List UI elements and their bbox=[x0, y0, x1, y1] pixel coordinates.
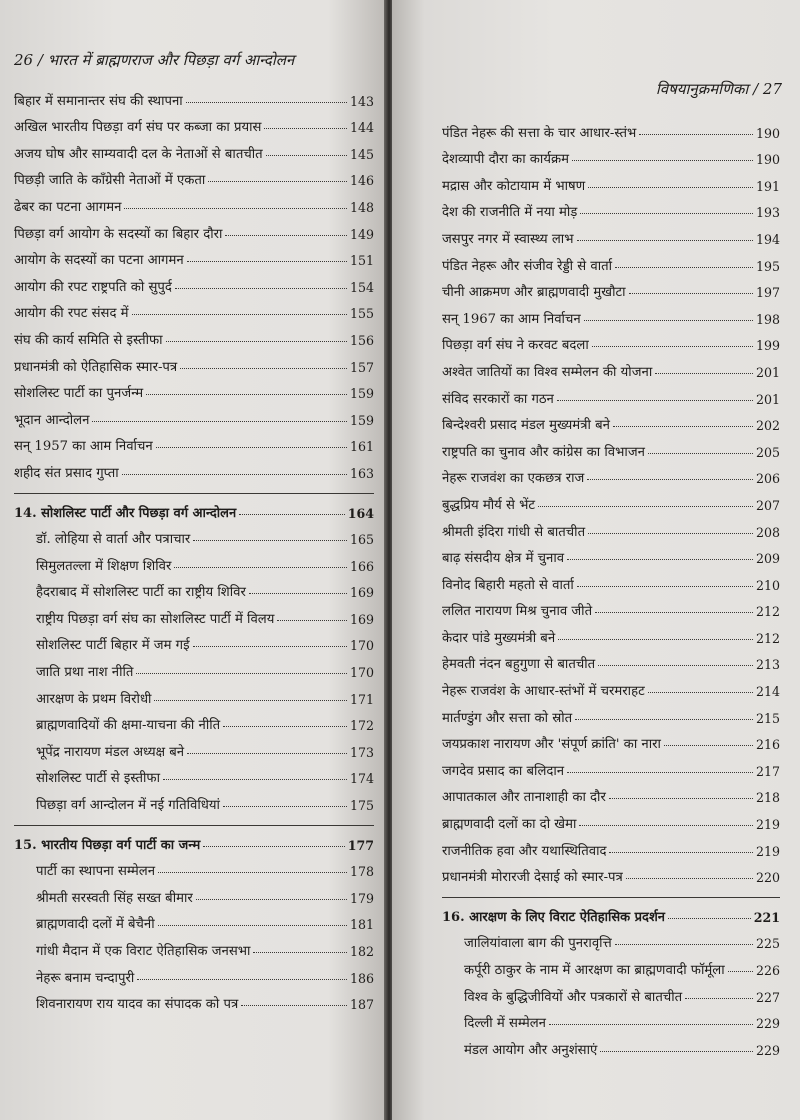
dot-leader bbox=[166, 341, 347, 342]
dot-leader bbox=[557, 400, 753, 401]
entry-page: 201 bbox=[755, 364, 780, 380]
entry-page: 217 bbox=[755, 763, 780, 779]
dot-leader bbox=[180, 368, 347, 369]
entry-page: 197 bbox=[755, 285, 780, 301]
entry-title: श्रीमती सरस्वती सिंह सख्त बीमार bbox=[36, 890, 193, 906]
entry-page: 145 bbox=[349, 146, 374, 162]
dot-leader bbox=[146, 394, 347, 395]
entry-page: 219 bbox=[755, 843, 780, 859]
entry-title: प्रधानमंत्री मोरारजी देसाई को स्मार-पत्र bbox=[442, 870, 623, 886]
entry-title: अश्वेत जातियों का विश्व सम्मेलन की योजना bbox=[442, 364, 653, 380]
entry-page: 205 bbox=[755, 444, 780, 460]
dot-leader bbox=[655, 373, 753, 374]
entry-title: शिवनारायण राय यादव का संपादक को पत्र bbox=[36, 997, 239, 1013]
dot-leader bbox=[579, 825, 753, 826]
dot-leader bbox=[567, 559, 753, 560]
entry-title: संघ की कार्य समिति से इस्तीफा bbox=[14, 332, 163, 348]
entry-title: राजनीतिक हवा और यथास्थितिवाद bbox=[442, 843, 607, 859]
toc-entry[interactable] bbox=[14, 906, 374, 933]
entry-page: 166 bbox=[349, 558, 374, 574]
entry-page: 229 bbox=[755, 1042, 780, 1058]
toc-entry[interactable] bbox=[442, 460, 780, 487]
dot-leader bbox=[558, 639, 753, 640]
dot-leader bbox=[122, 474, 347, 475]
toc-entry[interactable] bbox=[14, 295, 374, 322]
toc-entry[interactable] bbox=[14, 268, 374, 295]
toc-entry[interactable] bbox=[442, 1031, 780, 1058]
entry-title: पार्टी का स्थापना सम्मेलन bbox=[36, 864, 156, 880]
toc-entry[interactable] bbox=[14, 242, 374, 269]
entry-page: 219 bbox=[755, 817, 780, 833]
entry-title: प्रधानमंत्री को ऐतिहासिक स्मार-पत्र bbox=[14, 359, 178, 375]
dot-leader bbox=[609, 798, 753, 799]
dot-leader bbox=[668, 918, 751, 919]
toc-entry[interactable] bbox=[442, 951, 780, 978]
entry-page: 225 bbox=[755, 936, 780, 952]
entry-page: 214 bbox=[755, 684, 780, 700]
entry-page: 159 bbox=[349, 412, 374, 428]
entry-title: आपातकाल और तानाशाही का दौर bbox=[442, 790, 606, 806]
dot-leader bbox=[223, 806, 347, 807]
dot-leader bbox=[615, 944, 753, 945]
dot-leader bbox=[685, 998, 753, 999]
entry-title: जयप्रकाश नारायण और 'संपूर्ण क्रांति' का नारा bbox=[442, 737, 661, 753]
entry-title: सन् 1967 का आम निर्वाचन bbox=[442, 311, 581, 327]
toc-entry[interactable] bbox=[442, 646, 780, 673]
entry-page: 170 bbox=[349, 638, 374, 654]
entry-title: गांधी मैदान में एक विराट ऐतिहासिक जनसभा bbox=[36, 944, 251, 959]
entry-page: 191 bbox=[755, 178, 780, 194]
toc-entry[interactable] bbox=[442, 220, 780, 247]
dot-leader bbox=[203, 846, 344, 847]
chapter-page: 221 bbox=[753, 909, 780, 925]
dot-leader bbox=[156, 447, 347, 448]
dot-leader bbox=[193, 646, 347, 647]
dot-leader bbox=[136, 673, 347, 674]
entry-page: 144 bbox=[349, 120, 374, 136]
entry-page: 169 bbox=[349, 611, 374, 627]
toc-group-b bbox=[14, 521, 374, 814]
dot-leader bbox=[187, 261, 347, 262]
entry-title: जालियांवाला बाग की पुनरावृत्ति bbox=[464, 936, 612, 952]
entry-title: नेहरू बनाम चन्दापुरी bbox=[36, 970, 135, 986]
toc-entry[interactable] bbox=[442, 859, 780, 886]
entry-title: देशव्यापी दौरा का कार्यक्रम bbox=[442, 152, 570, 168]
entry-page: 193 bbox=[755, 205, 780, 221]
entry-page: 175 bbox=[349, 798, 374, 814]
dot-leader bbox=[277, 620, 347, 621]
entry-title: सोशलिस्ट पार्टी बिहार में जम गई bbox=[36, 638, 190, 654]
toc-group-b bbox=[442, 925, 780, 1058]
entry-title: चीनी आक्रमण और ब्राह्मणवादी मुखौटा bbox=[442, 285, 626, 301]
toc-group-a bbox=[14, 82, 374, 481]
dot-leader bbox=[572, 160, 753, 161]
toc-entry[interactable] bbox=[14, 188, 374, 215]
toc-entry[interactable] bbox=[442, 353, 780, 380]
right-running-header: विषयानुक्रमणिका / 27 bbox=[655, 80, 782, 98]
dot-leader bbox=[158, 872, 347, 873]
entry-page: 146 bbox=[349, 173, 374, 189]
entry-page: 207 bbox=[755, 497, 780, 513]
entry-title: आयोग की रपट राष्ट्रपति को सुपुर्द bbox=[14, 279, 172, 295]
entry-title: विश्व के बुद्धिजीवियों और पत्रकारों से बातचीत bbox=[464, 989, 683, 1005]
entry-page: 154 bbox=[349, 279, 374, 295]
dot-leader bbox=[592, 346, 753, 347]
entry-title: सोशलिस्ट पार्टी से इस्तीफा bbox=[36, 771, 161, 787]
toc-entry[interactable] bbox=[14, 401, 374, 428]
dot-leader bbox=[648, 692, 753, 693]
entry-page: 202 bbox=[755, 418, 780, 434]
entry-title: हेमवती नंदन बहुगुणा से बातचीत bbox=[442, 657, 596, 673]
entry-page: 195 bbox=[755, 258, 780, 274]
dot-leader bbox=[158, 925, 347, 926]
entry-title: आरक्षण के प्रथम विरोधी bbox=[36, 691, 152, 707]
entry-title: बाढ़ संसदीय क्षेत्र में चुनाव bbox=[442, 551, 565, 567]
dot-leader bbox=[225, 235, 346, 236]
dot-leader bbox=[264, 128, 346, 129]
entry-title: हैदराबाद में सोशलिस्ट पार्टी का राष्ट्रीय शिविर bbox=[36, 585, 246, 601]
entry-title: नेहरू राजवंश का एकछत्र राज bbox=[442, 471, 585, 487]
dot-leader bbox=[664, 745, 753, 746]
dot-leader bbox=[584, 320, 753, 321]
entry-title: सन् 1957 का आम निर्वाचन bbox=[14, 439, 153, 455]
dot-leader bbox=[154, 700, 346, 701]
entry-page: 156 bbox=[349, 332, 374, 348]
toc-entry[interactable] bbox=[442, 752, 780, 779]
left-running-header: 26 / भारत में ब्राह्मणराज और पिछड़ा वर्ग आन्दोलन bbox=[14, 51, 295, 69]
dot-leader bbox=[92, 421, 347, 422]
entry-page: 194 bbox=[755, 231, 780, 247]
dot-leader bbox=[577, 240, 753, 241]
entry-page: 206 bbox=[755, 471, 780, 487]
entry-title: सोशलिस्ट पार्टी का पुनर्जन्म bbox=[14, 386, 144, 402]
entry-title: श्रीमती इंदिरा गांधी से बातचीत bbox=[442, 524, 586, 540]
dot-leader bbox=[626, 878, 753, 879]
dot-leader bbox=[223, 726, 347, 727]
entry-page: 163 bbox=[349, 465, 374, 481]
entry-title: मंडल आयोग और अनुशंसाएं bbox=[464, 1042, 598, 1058]
dot-leader bbox=[137, 979, 347, 980]
entry-title: जगदेव प्रसाद का बलिदान bbox=[442, 763, 565, 779]
entry-title: ब्राह्मणवादी दलों का दो खेमा bbox=[442, 817, 577, 833]
dot-leader bbox=[163, 779, 347, 780]
dot-leader bbox=[629, 293, 753, 294]
chapter-title: 16. आरक्षण के लिए विराट ऐतिहासिक प्रदर्शन bbox=[442, 909, 666, 925]
toc-entry[interactable] bbox=[442, 274, 780, 301]
entry-title: केदार पांडे मुख्यमंत्री बने bbox=[442, 630, 556, 646]
toc-entry[interactable] bbox=[14, 653, 374, 680]
toc-entry[interactable] bbox=[14, 707, 374, 734]
dot-leader bbox=[588, 533, 753, 534]
toc-entry[interactable] bbox=[442, 593, 780, 620]
entry-page: 182 bbox=[349, 944, 374, 959]
entry-title: पिछड़ा वर्ग संघ ने करवट बदला bbox=[442, 338, 589, 354]
toc-entry[interactable] bbox=[442, 978, 780, 1005]
entry-title: पंडित नेहरू और संजीव रेड्डी से वार्ता bbox=[442, 258, 613, 274]
entry-title: विनोद बिहारी महतो से वार्ता bbox=[442, 577, 574, 593]
entry-page: 171 bbox=[349, 691, 374, 707]
dot-leader bbox=[587, 479, 753, 480]
entry-page: 198 bbox=[755, 311, 780, 327]
dot-leader bbox=[538, 506, 753, 507]
dot-leader bbox=[577, 586, 753, 587]
entry-title: जाति प्रथा नाश नीति bbox=[36, 665, 134, 681]
entry-title: ब्राह्मणवादी दलों में बेचैनी bbox=[36, 917, 155, 933]
entry-title: नेहरू राजवंश के आधार-स्तंभों में चरमराहट bbox=[442, 684, 645, 700]
entry-title: शहीद संत प्रसाद गुप्ता bbox=[14, 465, 119, 481]
toc-group-c bbox=[14, 853, 374, 1013]
entry-title: आयोग के सदस्यों का पटना आगमन bbox=[14, 253, 184, 269]
entry-title: डॉ. लोहिया से वार्ता और पत्राचार bbox=[36, 532, 191, 548]
toc-entry[interactable] bbox=[14, 162, 374, 189]
entry-title: जसपुर नगर में स्वास्थ्य लाभ bbox=[442, 231, 574, 247]
entry-title: राष्ट्रपति का चुनाव और कांग्रेस का विभाजन bbox=[442, 444, 645, 460]
entry-title: भूदान आन्दोलन bbox=[14, 412, 90, 428]
toc-entry[interactable] bbox=[14, 680, 374, 707]
toc-entry[interactable] bbox=[14, 428, 374, 455]
toc-entry[interactable] bbox=[442, 167, 780, 194]
chapter-title: 15. भारतीय पिछड़ा वर्ग पार्टी का जन्म bbox=[14, 837, 201, 853]
toc-entry[interactable] bbox=[442, 141, 780, 168]
toc-entry[interactable] bbox=[14, 879, 374, 906]
dot-leader bbox=[575, 719, 753, 720]
entry-page: 220 bbox=[755, 870, 780, 886]
toc-entry[interactable] bbox=[442, 300, 780, 327]
dot-leader bbox=[186, 102, 347, 103]
dot-leader bbox=[639, 134, 753, 135]
entry-title: पंडित नेहरू की सत्ता के चार आधार-स्तंभ bbox=[442, 125, 637, 141]
toc-entry[interactable] bbox=[442, 433, 780, 460]
entry-title: ब्राह्मणवादियों की क्षमा-याचना की नीति bbox=[36, 718, 221, 734]
toc-chapter-15[interactable] bbox=[14, 826, 374, 853]
entry-title: बिहार में समानान्तर संघ की स्थापना bbox=[14, 93, 183, 109]
toc-chapter-14[interactable] bbox=[14, 494, 374, 521]
entry-page: 218 bbox=[755, 790, 780, 806]
toc-chapter-16[interactable] bbox=[442, 898, 780, 925]
toc-entry[interactable] bbox=[442, 1005, 780, 1032]
entry-title: पिछड़ा वर्ग आयोग के सदस्यों का बिहार दौरा bbox=[14, 226, 223, 242]
dot-leader bbox=[175, 288, 347, 289]
toc-entry[interactable] bbox=[442, 407, 780, 434]
entry-page: 155 bbox=[349, 306, 374, 322]
entry-title: देश की राजनीति में नया मोड़ bbox=[442, 205, 578, 221]
entry-page: 173 bbox=[349, 744, 374, 760]
entry-title: सिमुलतल्ला में शिक्षण शिविर bbox=[36, 558, 172, 574]
toc-entry[interactable] bbox=[442, 699, 780, 726]
dot-leader bbox=[239, 514, 345, 515]
dot-leader bbox=[598, 665, 753, 666]
chapter-title: 14. सोशलिस्ट पार्टी और पिछड़ा वर्ग आन्दोलन bbox=[14, 505, 237, 521]
entry-page: 143 bbox=[349, 93, 374, 109]
entry-page: 212 bbox=[755, 604, 780, 620]
entry-page: 186 bbox=[349, 970, 374, 986]
entry-page: 209 bbox=[755, 551, 780, 567]
entry-page: 149 bbox=[349, 226, 374, 242]
entry-title: बुद्धप्रिय मौर्य से भेंट bbox=[442, 497, 535, 513]
entry-title: कर्पूरी ठाकुर के नाम में आरक्षण का ब्राह्मणवादी फॉर्मूला bbox=[464, 963, 725, 978]
entry-page: 178 bbox=[349, 864, 374, 880]
toc-entry[interactable] bbox=[442, 327, 780, 354]
entry-title: पिछड़ा वर्ग आन्दोलन में नई गतिविधियां bbox=[36, 798, 220, 814]
entry-title: अखिल भारतीय पिछड़ा वर्ग संघ पर कब्जा का प्रयास bbox=[14, 120, 262, 136]
toc-entry[interactable] bbox=[14, 627, 374, 654]
entry-title: अजय घोष और साम्यवादी दल के नेताओं से बातचीत bbox=[14, 146, 263, 162]
entry-title: पिछड़ी जाति के काँग्रेसी नेताओं में एकता bbox=[14, 173, 206, 189]
left-page bbox=[0, 0, 386, 1120]
dot-leader bbox=[241, 1005, 347, 1006]
right-page bbox=[392, 0, 800, 1120]
entry-page: 174 bbox=[349, 771, 374, 787]
entry-page: 181 bbox=[349, 917, 374, 933]
toc-entry[interactable] bbox=[442, 925, 780, 952]
entry-page: 169 bbox=[349, 585, 374, 601]
toc-entry[interactable] bbox=[14, 375, 374, 402]
entry-page: 179 bbox=[349, 890, 374, 906]
toc-entry[interactable] bbox=[14, 135, 374, 162]
toc-entry[interactable] bbox=[442, 486, 780, 513]
entry-page: 216 bbox=[755, 737, 780, 753]
toc-entry[interactable] bbox=[14, 760, 374, 787]
entry-page: 165 bbox=[349, 532, 374, 548]
entry-page: 229 bbox=[755, 1016, 780, 1032]
entry-title: मार्तण्डुंग और सत्ता को स्रोत bbox=[442, 710, 573, 726]
entry-page: 161 bbox=[349, 439, 374, 455]
dot-leader bbox=[615, 267, 753, 268]
entry-title: मद्रास और कोटायाम में भाषण bbox=[442, 178, 586, 194]
entry-page: 201 bbox=[755, 391, 780, 407]
dot-leader bbox=[196, 899, 347, 900]
dot-leader bbox=[549, 1024, 753, 1025]
dot-leader bbox=[187, 753, 347, 754]
right-toc bbox=[442, 114, 780, 1058]
dot-leader bbox=[728, 971, 753, 972]
toc-entry[interactable] bbox=[442, 513, 780, 540]
toc-entry[interactable] bbox=[14, 786, 374, 813]
entry-page: 199 bbox=[755, 338, 780, 354]
entry-page: 172 bbox=[349, 718, 374, 734]
entry-page: 226 bbox=[755, 963, 780, 978]
toc-entry[interactable] bbox=[442, 194, 780, 221]
entry-page: 227 bbox=[755, 989, 780, 1005]
dot-leader bbox=[249, 593, 347, 594]
entry-title: आयोग की रपट संसद में bbox=[14, 306, 129, 322]
entry-page: 170 bbox=[349, 665, 374, 681]
entry-title: राष्ट्रीय पिछड़ा वर्ग संघ का सोशलिस्ट पार्टी में विलय bbox=[36, 611, 275, 627]
toc-entry[interactable] bbox=[442, 726, 780, 753]
dot-leader bbox=[648, 453, 753, 454]
toc-entry[interactable] bbox=[14, 454, 374, 481]
entry-title: ढेबर का पटना आगमन bbox=[14, 199, 122, 215]
toc-entry[interactable] bbox=[14, 853, 374, 880]
left-toc bbox=[14, 82, 374, 1012]
dot-leader bbox=[193, 540, 347, 541]
dot-leader bbox=[613, 426, 753, 427]
entry-page: 215 bbox=[755, 710, 780, 726]
toc-entry[interactable] bbox=[442, 540, 780, 567]
toc-entry[interactable] bbox=[442, 672, 780, 699]
entry-title: संविद सरकारों का गठन bbox=[442, 391, 554, 407]
toc-entry[interactable] bbox=[442, 619, 780, 646]
toc-entry[interactable] bbox=[442, 247, 780, 274]
toc-entry[interactable] bbox=[442, 114, 780, 141]
entry-page: 213 bbox=[755, 657, 780, 673]
toc-entry[interactable] bbox=[442, 566, 780, 593]
entry-page: 148 bbox=[349, 199, 374, 215]
toc-group-a bbox=[442, 114, 780, 885]
entry-title: दिल्ली में सम्मेलन bbox=[464, 1016, 546, 1032]
dot-leader bbox=[124, 208, 347, 209]
toc-entry[interactable] bbox=[442, 779, 780, 806]
toc-entry[interactable] bbox=[14, 321, 374, 348]
toc-entry[interactable] bbox=[14, 521, 374, 548]
toc-entry[interactable] bbox=[14, 215, 374, 242]
entry-page: 190 bbox=[755, 152, 780, 168]
dot-leader bbox=[588, 187, 753, 188]
toc-entry[interactable] bbox=[14, 348, 374, 375]
entry-page: 157 bbox=[349, 359, 374, 375]
toc-entry[interactable] bbox=[14, 82, 374, 109]
dot-leader bbox=[266, 155, 347, 156]
toc-entry[interactable] bbox=[442, 805, 780, 832]
entry-page: 190 bbox=[755, 125, 780, 141]
dot-leader bbox=[174, 567, 347, 568]
entry-title: ललित नारायण मिश्र चुनाव जीते bbox=[442, 604, 593, 620]
chapter-page: 164 bbox=[347, 505, 374, 521]
dot-leader bbox=[609, 852, 752, 853]
entry-page: 210 bbox=[755, 577, 780, 593]
dot-leader bbox=[567, 772, 753, 773]
dot-leader bbox=[600, 1051, 753, 1052]
dot-leader bbox=[208, 181, 347, 182]
toc-entry[interactable] bbox=[442, 832, 780, 859]
toc-entry[interactable] bbox=[14, 932, 374, 959]
toc-entry[interactable] bbox=[442, 380, 780, 407]
entry-page: 159 bbox=[349, 386, 374, 402]
toc-entry[interactable] bbox=[14, 986, 374, 1013]
dot-leader bbox=[132, 314, 347, 315]
toc-entry[interactable] bbox=[14, 959, 374, 986]
entry-title: भूपेंद्र नारायण मंडल अध्यक्ष बने bbox=[36, 744, 185, 760]
chapter-page: 177 bbox=[347, 837, 374, 853]
dot-leader bbox=[580, 213, 753, 214]
entry-page: 212 bbox=[755, 630, 780, 646]
entry-page: 208 bbox=[755, 524, 780, 540]
entry-page: 187 bbox=[349, 997, 374, 1013]
toc-entry[interactable] bbox=[14, 600, 374, 627]
entry-title: बिन्देश्वरी प्रसाद मंडल मुख्यमंत्री बने bbox=[442, 418, 610, 434]
toc-entry[interactable] bbox=[14, 574, 374, 601]
dot-leader bbox=[595, 612, 753, 613]
dot-leader bbox=[253, 952, 346, 953]
entry-page: 151 bbox=[349, 253, 374, 269]
toc-entry[interactable] bbox=[14, 109, 374, 136]
toc-entry[interactable] bbox=[14, 547, 374, 574]
toc-entry[interactable] bbox=[14, 733, 374, 760]
